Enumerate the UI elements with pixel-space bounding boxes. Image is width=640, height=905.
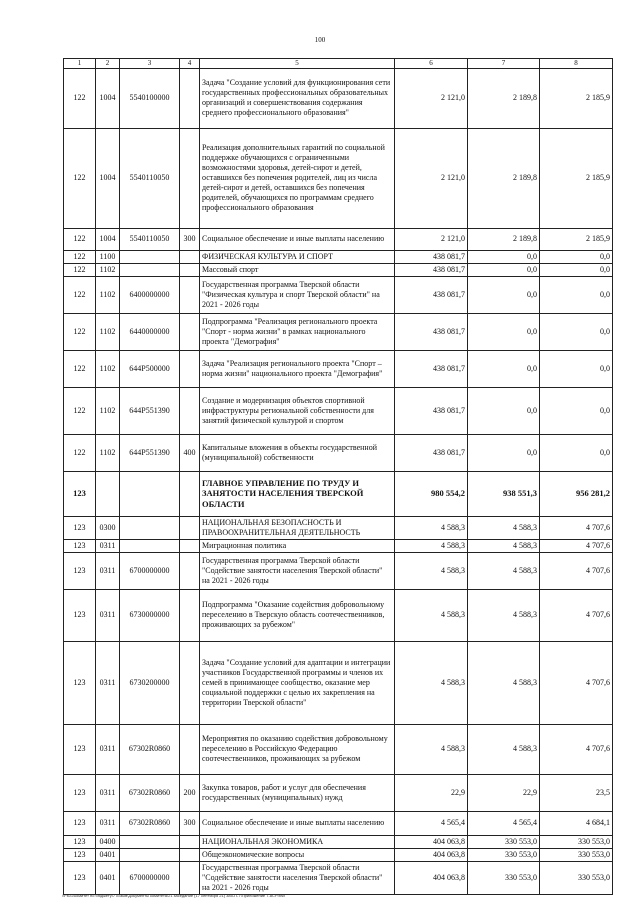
expense-type-cell: [180, 276, 200, 313]
amount-year3-cell: 4 707,6: [540, 516, 613, 539]
item-name-cell: НАЦИОНАЛЬНАЯ ЭКОНОМИКА: [200, 835, 395, 848]
column-number: 2: [96, 59, 120, 69]
admin-code-cell: 122: [64, 228, 96, 250]
column-number: 8: [540, 59, 613, 69]
table-row: [64, 263, 613, 276]
amount-year1-cell: 4 588,3: [395, 516, 468, 539]
amount-year1-cell: 404 063,8: [395, 848, 468, 861]
amount-year3-cell: 330 553,0: [540, 861, 613, 894]
expense-type-cell: [180, 641, 200, 724]
section-code-cell: 1102: [96, 387, 120, 434]
section-code-cell: 0311: [96, 552, 120, 589]
target-article-cell: 5540100000: [120, 68, 180, 128]
admin-code-cell: 122: [64, 128, 96, 228]
table-row: [64, 774, 613, 811]
section-code-cell: 0300: [96, 516, 120, 539]
target-article-cell: 6440000000: [120, 313, 180, 350]
column-number: 5: [200, 59, 395, 69]
amount-year2-cell: 938 551,3: [468, 471, 540, 516]
amount-year3-cell: 0,0: [540, 263, 613, 276]
amount-year3-cell: 0,0: [540, 250, 613, 263]
amount-year3-cell: 4 707,6: [540, 641, 613, 724]
amount-year3-cell: 4 707,6: [540, 539, 613, 552]
admin-code-cell: 123: [64, 552, 96, 589]
admin-code-cell: 123: [64, 811, 96, 835]
amount-year1-cell: 4 588,3: [395, 539, 468, 552]
amount-year2-cell: 0,0: [468, 313, 540, 350]
item-name-cell: Подпрограмма "Оказание содействия добровольному переселению в Тверскую область соотечественников, проживающих за рубежом": [200, 589, 395, 641]
table-row: [64, 724, 613, 774]
section-code-cell: 1102: [96, 434, 120, 471]
expense-type-cell: [180, 539, 200, 552]
amount-year3-cell: 0,0: [540, 387, 613, 434]
amount-year3-cell: 2 185,9: [540, 228, 613, 250]
target-article-cell: [120, 263, 180, 276]
item-name-cell: Общеэкономические вопросы: [200, 848, 395, 861]
expense-type-cell: [180, 68, 200, 128]
admin-code-cell: 122: [64, 250, 96, 263]
item-name-cell: Задача "Создание условий для адаптации и интеграции участников Государственной программы и членов их семей в принимающее сообщество, оказание мер социальной поддержки с целью их закрепления на территории Тверской области": [200, 641, 395, 724]
amount-year2-cell: 4 588,3: [468, 589, 540, 641]
admin-code-cell: 122: [64, 350, 96, 387]
item-name-cell: НАЦИОНАЛЬНАЯ БЕЗОПАСНОСТЬ И ПРАВООХРАНИТЕЛЬНАЯ ДЕЯТЕЛЬНОСТЬ: [200, 516, 395, 539]
amount-year1-cell: 438 081,7: [395, 250, 468, 263]
amount-year2-cell: 2 189,8: [468, 128, 540, 228]
amount-year2-cell: 0,0: [468, 434, 540, 471]
section-code-cell: 1102: [96, 350, 120, 387]
section-code-cell: 0311: [96, 641, 120, 724]
admin-code-cell: 123: [64, 539, 96, 552]
amount-year2-cell: 4 588,3: [468, 641, 540, 724]
item-name-cell: Подпрограмма "Реализация регионального проекта "Спорт - норма жизни" в рамках национального проекта "Демография": [200, 313, 395, 350]
item-name-cell: Задача "Реализация регионального проекта "Спорт – норма жизни" национального проекта "Демография": [200, 350, 395, 387]
amount-year3-cell: 4 684,1: [540, 811, 613, 835]
amount-year1-cell: 4 588,3: [395, 552, 468, 589]
amount-year3-cell: 0,0: [540, 313, 613, 350]
column-number: 3: [120, 59, 180, 69]
item-name-cell: Капитальные вложения в объекты государственной (муниципальной) собственности: [200, 434, 395, 471]
column-number: 7: [468, 59, 540, 69]
amount-year1-cell: 980 554,2: [395, 471, 468, 516]
amount-year1-cell: 438 081,7: [395, 276, 468, 313]
table-row: [64, 350, 613, 387]
amount-year1-cell: 22,9: [395, 774, 468, 811]
section-code-cell: 1004: [96, 228, 120, 250]
target-article-cell: 6730000000: [120, 589, 180, 641]
table-row: [64, 434, 613, 471]
amount-year3-cell: 4 707,6: [540, 552, 613, 589]
admin-code-cell: 122: [64, 313, 96, 350]
target-article-cell: 644P500000: [120, 350, 180, 387]
admin-code-cell: 122: [64, 387, 96, 434]
amount-year3-cell: 330 553,0: [540, 835, 613, 848]
column-number: 1: [64, 59, 96, 69]
amount-year1-cell: 438 081,7: [395, 434, 468, 471]
admin-code-cell: 122: [64, 434, 96, 471]
admin-code-cell: 122: [64, 68, 96, 128]
table-row: [64, 641, 613, 724]
section-code-cell: 1102: [96, 263, 120, 276]
item-name-cell: Социальное обеспечение и иные выплаты населению: [200, 811, 395, 835]
target-article-cell: 67302R0860: [120, 774, 180, 811]
admin-code-cell: 123: [64, 861, 96, 894]
amount-year2-cell: 0,0: [468, 350, 540, 387]
amount-year1-cell: 4 588,3: [395, 641, 468, 724]
section-code-cell: 1004: [96, 68, 120, 128]
amount-year2-cell: 330 553,0: [468, 848, 540, 861]
amount-year2-cell: 0,0: [468, 263, 540, 276]
table-row: [64, 250, 613, 263]
amount-year1-cell: 438 081,7: [395, 387, 468, 434]
expense-type-cell: [180, 250, 200, 263]
page-number: 100: [314, 36, 326, 44]
amount-year1-cell: 2 121,0: [395, 128, 468, 228]
amount-year2-cell: 4 565,4: [468, 811, 540, 835]
section-code-cell: 0401: [96, 848, 120, 861]
amount-year1-cell: 404 063,8: [395, 835, 468, 848]
expense-type-cell: 300: [180, 811, 200, 835]
amount-year2-cell: 22,9: [468, 774, 540, 811]
amount-year2-cell: 4 588,3: [468, 552, 540, 589]
amount-year2-cell: 0,0: [468, 276, 540, 313]
item-name-cell: ГЛАВНОЕ УПРАВЛЕНИЕ ПО ТРУДУ И ЗАНЯТОСТИ НАСЕЛЕНИЯ ТВЕРСКОЙ ОБЛАСТИ: [200, 471, 395, 516]
column-number: 6: [395, 59, 468, 69]
expense-type-cell: [180, 861, 200, 894]
amount-year1-cell: 4 565,4: [395, 811, 468, 835]
table-row: [64, 128, 613, 228]
admin-code-cell: 123: [64, 848, 96, 861]
expense-type-cell: [180, 724, 200, 774]
amount-year3-cell: 0,0: [540, 350, 613, 387]
amount-year1-cell: 2 121,0: [395, 228, 468, 250]
amount-year2-cell: 330 553,0: [468, 861, 540, 894]
admin-code-cell: 122: [64, 276, 96, 313]
amount-year2-cell: 4 588,3: [468, 724, 540, 774]
target-article-cell: 6700000000: [120, 861, 180, 894]
table-row: [64, 848, 613, 861]
target-article-cell: [120, 539, 180, 552]
amount-year3-cell: 0,0: [540, 434, 613, 471]
section-code-cell: 1004: [96, 128, 120, 228]
target-article-cell: 644P551390: [120, 434, 180, 471]
section-code-cell: 0401: [96, 861, 120, 894]
target-article-cell: 67302R0860: [120, 724, 180, 774]
table-row: [64, 539, 613, 552]
item-name-cell: Миграционная политика: [200, 539, 395, 552]
section-code-cell: 0311: [96, 589, 120, 641]
expense-type-cell: [180, 835, 200, 848]
amount-year2-cell: 0,0: [468, 250, 540, 263]
section-code-cell: 1102: [96, 276, 120, 313]
item-name-cell: Реализация дополнительных гарантий по социальной поддержке обучающихся с ограниченными возможностями здоровья, детей-сирот и детей, оставшихся без попечения родителей, лиц из числа детей-сирот и детей, оставшихся без попечения родителей, обучающихся по программам среднего профессионального образования: [200, 128, 395, 228]
amount-year1-cell: 4 588,3: [395, 589, 468, 641]
expense-type-cell: [180, 263, 200, 276]
expense-type-cell: 200: [180, 774, 200, 811]
section-code-cell: 0400: [96, 835, 120, 848]
amount-year3-cell: 23,5: [540, 774, 613, 811]
amount-year3-cell: 2 185,9: [540, 128, 613, 228]
table-row: [64, 471, 613, 516]
admin-code-cell: 122: [64, 263, 96, 276]
admin-code-cell: 123: [64, 641, 96, 724]
item-name-cell: Задача "Создание условий для функционирования сети государственных профессиональных образовательных организаций и совершенствования содержания среднего профессионального образования": [200, 68, 395, 128]
amount-year3-cell: 330 553,0: [540, 848, 613, 861]
amount-year1-cell: 4 588,3: [395, 724, 468, 774]
admin-code-cell: 123: [64, 589, 96, 641]
admin-code-cell: 123: [64, 471, 96, 516]
expense-type-cell: [180, 313, 200, 350]
target-article-cell: [120, 516, 180, 539]
admin-code-cell: 123: [64, 835, 96, 848]
item-name-cell: Государственная программа Тверской области "Содействие занятости населения Тверской области" на 2021 - 2026 годы: [200, 861, 395, 894]
item-name-cell: Мероприятия по оказанию содействия добровольному переселению в Российскую Федерацию соотечественников, проживающих за рубежом: [200, 724, 395, 774]
amount-year1-cell: 2 121,0: [395, 68, 468, 128]
target-article-cell: 644P551390: [120, 387, 180, 434]
item-name-cell: Закупка товаров, работ и услуг для обеспечения государственных (муниципальных) нужд: [200, 774, 395, 811]
target-article-cell: 67302R0860: [120, 811, 180, 835]
table-row: [64, 516, 613, 539]
amount-year3-cell: 956 281,2: [540, 471, 613, 516]
amount-year2-cell: 330 553,0: [468, 835, 540, 848]
table-row: [64, 811, 613, 835]
amount-year3-cell: 2 185,9: [540, 68, 613, 128]
expense-type-cell: [180, 848, 200, 861]
item-name-cell: Социальное обеспечение и иные выплаты населению: [200, 228, 395, 250]
amount-year1-cell: 438 081,7: [395, 263, 468, 276]
section-code-cell: 0311: [96, 539, 120, 552]
item-name-cell: Государственная программа Тверской области "Содействие занятости населения Тверской области" на 2021 - 2026 годы: [200, 552, 395, 589]
column-number: 4: [180, 59, 200, 69]
expense-type-cell: [180, 552, 200, 589]
target-article-cell: [120, 848, 180, 861]
amount-year2-cell: 2 189,8: [468, 228, 540, 250]
expense-type-cell: [180, 471, 200, 516]
file-path-footer: \\Fs01\комитет по бюджету\7 созыв\Документы комитета\21 заседание (17 сентября 21) 385-П-7\Приложение 7-8CP.xlsx: [62, 893, 286, 898]
target-article-cell: [120, 250, 180, 263]
target-article-cell: 6730200000: [120, 641, 180, 724]
amount-year2-cell: 0,0: [468, 387, 540, 434]
table-row: [64, 313, 613, 350]
table-row: [64, 552, 613, 589]
target-article-cell: 5540110050: [120, 228, 180, 250]
table-row: [64, 589, 613, 641]
column-number-row: [64, 59, 613, 69]
target-article-cell: [120, 471, 180, 516]
budget-table: [63, 58, 613, 895]
amount-year1-cell: 438 081,7: [395, 313, 468, 350]
table-row: [64, 276, 613, 313]
expense-type-cell: [180, 589, 200, 641]
item-name-cell: ФИЗИЧЕСКАЯ КУЛЬТУРА И СПОРТ: [200, 250, 395, 263]
section-code-cell: 1100: [96, 250, 120, 263]
section-code-cell: 0311: [96, 774, 120, 811]
table-row: [64, 387, 613, 434]
amount-year2-cell: 2 189,8: [468, 68, 540, 128]
expense-type-cell: 400: [180, 434, 200, 471]
target-article-cell: 6400000000: [120, 276, 180, 313]
item-name-cell: Создание и модернизация объектов спортивной инфраструктуры региональной собственности для занятий физической культурой и спортом: [200, 387, 395, 434]
admin-code-cell: 123: [64, 516, 96, 539]
section-code-cell: [96, 471, 120, 516]
admin-code-cell: 123: [64, 724, 96, 774]
target-article-cell: 5540110050: [120, 128, 180, 228]
target-article-cell: [120, 835, 180, 848]
target-article-cell: 6700000000: [120, 552, 180, 589]
amount-year1-cell: 404 063,8: [395, 861, 468, 894]
table-row: [64, 861, 613, 894]
table-row: [64, 835, 613, 848]
expense-type-cell: [180, 350, 200, 387]
section-code-cell: 1102: [96, 313, 120, 350]
expense-type-cell: [180, 387, 200, 434]
expense-type-cell: [180, 516, 200, 539]
amount-year3-cell: 4 707,6: [540, 589, 613, 641]
section-code-cell: 0311: [96, 724, 120, 774]
amount-year2-cell: 4 588,3: [468, 539, 540, 552]
table-row: [64, 228, 613, 250]
item-name-cell: Массовый спорт: [200, 263, 395, 276]
item-name-cell: Государственная программа Тверской области "Физическая культура и спорт Тверской области" на 2021 - 2026 годы: [200, 276, 395, 313]
amount-year2-cell: 4 588,3: [468, 516, 540, 539]
expense-type-cell: [180, 128, 200, 228]
amount-year3-cell: 0,0: [540, 276, 613, 313]
amount-year1-cell: 438 081,7: [395, 350, 468, 387]
amount-year3-cell: 4 707,6: [540, 724, 613, 774]
table-row: [64, 68, 613, 128]
section-code-cell: 0311: [96, 811, 120, 835]
expense-type-cell: 300: [180, 228, 200, 250]
admin-code-cell: 123: [64, 774, 96, 811]
